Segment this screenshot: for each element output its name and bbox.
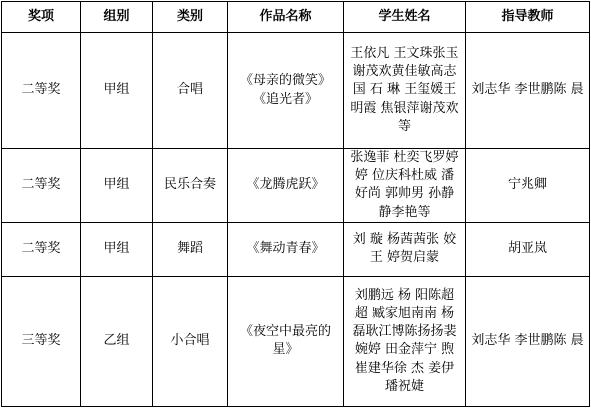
work-title-cell: 《母亲的微笑》《追光者》 [228,33,344,149]
category-cell: 小合唱 [153,276,228,406]
header-category: 类别 [153,2,228,33]
students-cell: 刘鹏远 杨 阳陈超超 臧家旭南南 杨 磊耿江博陈扬扬裴婉婷 田金萍宁 煦 崔建华徐 杰 姜伊璠祝婕 [344,276,466,406]
header-group: 组别 [81,2,153,33]
work-title-cell: 《舞动青春》 [228,222,344,276]
award-cell: 二等奖 [2,149,81,223]
category-cell: 民乐合奏 [153,149,228,223]
teachers-cell: 宁兆卿 [466,149,590,223]
group-cell: 甲组 [81,222,153,276]
teachers-cell: 胡亚岚 [466,222,590,276]
group-cell: 甲组 [81,33,153,149]
table-row [2,149,590,223]
header-students: 学生姓名 [344,2,466,33]
award-cell: 二等奖 [2,33,81,149]
category-cell: 舞蹈 [153,222,228,276]
category-cell: 合唱 [153,33,228,149]
table-row [2,33,590,149]
table-row [2,222,590,276]
students-cell: 张逸菲 杜奕飞罗婷婷 位庆科杜威 潘好尚 郭帅男 孙静静李艳等 [344,149,466,223]
award-cell: 二等奖 [2,222,81,276]
students-cell: 刘 璇 杨茜茜张 姣 王 婷贺启蒙 [344,222,466,276]
group-cell: 乙组 [81,276,153,406]
award-cell: 三等奖 [2,276,81,406]
group-cell: 甲组 [81,149,153,223]
header-teachers: 指导教师 [466,2,590,33]
work-title-cell: 《龙腾虎跃》 [228,149,344,223]
teachers-cell: 刘志华 李世鹏陈 晨 [466,276,590,406]
header-row [2,2,590,33]
table-row [2,276,590,406]
work-title-cell: 《夜空中最亮的星》 [228,276,344,406]
teachers-cell: 刘志华 李世鹏陈 晨 [466,33,590,149]
header-work: 作品名称 [228,2,344,33]
awards-table [1,1,590,407]
header-award: 奖项 [2,2,81,33]
students-cell: 王依凡 王文珠张玉 谢茂欢黄佳敏高志国 石 琳 王玺媛王明霞 焦银萍谢茂欢等 [344,33,466,149]
